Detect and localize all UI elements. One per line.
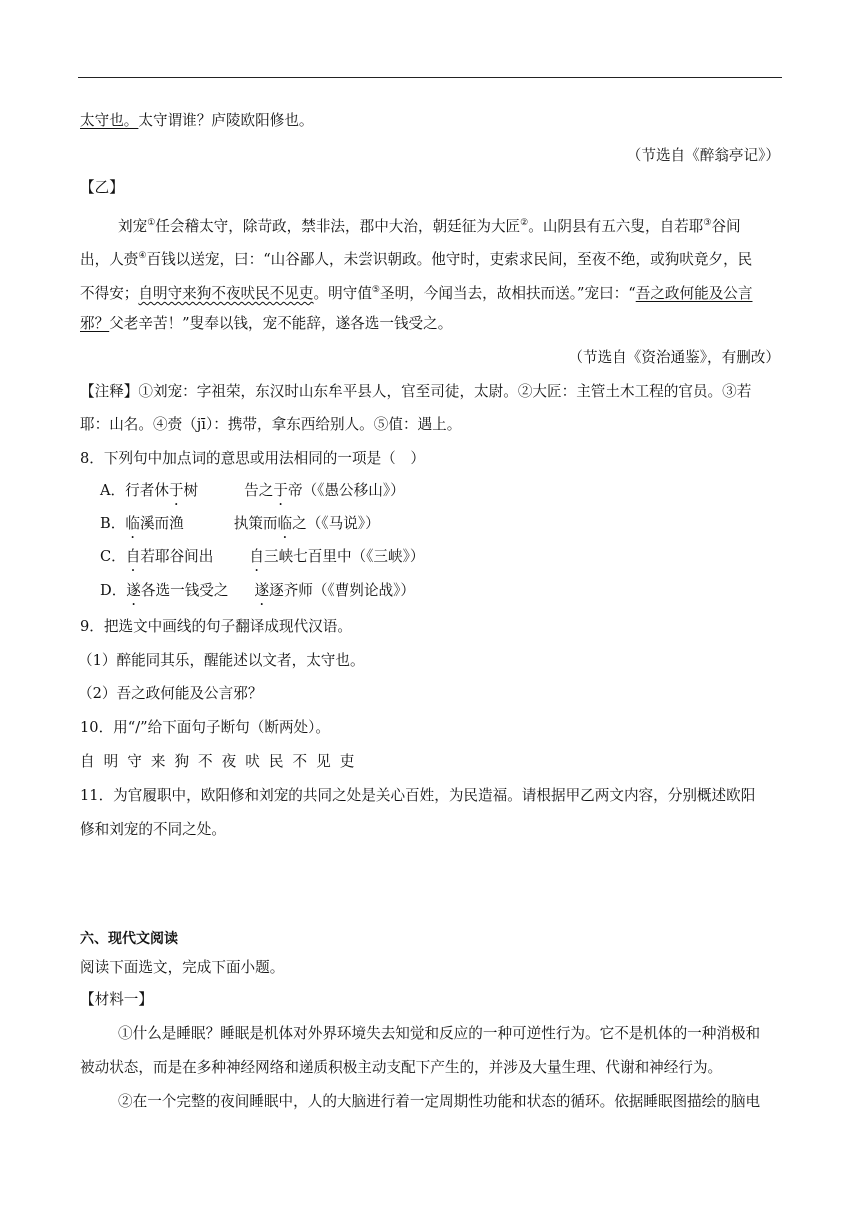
question-11-line-2: 修和刘宠的不同之处。 (80, 821, 226, 838)
text-run: 逐齐师（《曹刿论战》） (269, 582, 416, 599)
text-run: 三峡七百里中（《三峡》） (263, 548, 425, 565)
dotted-word: 临 (277, 515, 293, 532)
sentence-char: 不 (198, 753, 213, 770)
passage-b-line-3 (0, 280, 860, 304)
text-run: 执策而 (233, 515, 278, 532)
sentence-char: 明 (103, 753, 119, 770)
option-label: B． (100, 515, 126, 532)
material-1-label: 【材料一】 (80, 991, 153, 1008)
underlined-sentence-end: 邪？ (80, 315, 110, 332)
footnote-marker: ① (147, 218, 156, 228)
dotted-word: 遂 (254, 582, 270, 599)
option-label: C． (100, 548, 126, 565)
text-run: 任会稽太守，除苛政，禁非法，郡中大治，朝廷征为大匠 (155, 218, 521, 235)
passage-a-text: 太守谓谁？庐陵欧阳修也。 (138, 112, 314, 129)
material-1-paragraph-2-line-1: ②在一个完整的夜间睡眠中，人的大脑进行着一定周期性功能和状态的循环。依据睡眠图描绘的脑电 (118, 1093, 761, 1110)
question-9-stem: 9．把选文中画线的句子翻译成现代汉语。 (80, 618, 352, 635)
dotted-word: 临 (125, 515, 140, 532)
sentence-char: 夜 (221, 753, 237, 770)
footnote-marker: ④ (138, 251, 147, 261)
passage-b-line-4 (0, 314, 860, 334)
text-run: 父老辛苦！”叟奉以钱，宠不能辞，遂各选一钱受之。 (109, 315, 453, 332)
notes-line-1: 【注释】①刘宠：字祖荣，东汉时山东牟平县人，官至司徒，太尉。②大匠：主管土木工程的官员。③若 (80, 383, 752, 400)
text-run: 树 (183, 482, 199, 499)
dotted-word: 于 (168, 482, 184, 499)
sentence-char: 来 (150, 753, 166, 770)
question-11-line-1: 11．为官履职中，欧阳修和刘宠的共同之处是关心百姓，为民造福。请根据甲乙两文内容，分别概述欧阳 (80, 787, 756, 804)
text-run: 圣明，今闻当去，故相扶而送。”宠曰：“ (380, 285, 636, 302)
question-10-sentence[interactable] (0, 752, 860, 772)
question-9-item-1: （1）醉能同其乐，醒能述以文者，太守也。 (78, 652, 365, 669)
underlined-sentence: 吾之政何能及公言 (635, 285, 753, 302)
text-run: 之（《马说》） (292, 515, 380, 532)
option-d[interactable] (0, 581, 860, 601)
footnote-marker: ⑤ (371, 285, 380, 295)
footnote-marker: ② (520, 218, 529, 228)
text-run: 若耶谷间出 (140, 548, 214, 565)
text-run: 。明守值 (313, 285, 372, 302)
section-6-instruction: 阅读下面选文，完成下面小题。 (80, 959, 285, 976)
sentence-char: 见 (316, 753, 331, 770)
question-10-stem: 10．用“/”给下面句子断句（断两处）。 (80, 719, 331, 736)
dotted-word: 自 (125, 548, 141, 565)
dotted-word: 遂 (126, 582, 141, 599)
option-b[interactable] (0, 514, 860, 534)
sentence-char: 自 (80, 753, 95, 770)
option-label: A． (100, 482, 126, 499)
text-run: 。山阴县有五六叟，自若耶 (528, 218, 704, 235)
text-run: 告之 (244, 482, 274, 499)
sentence-char: 守 (127, 753, 142, 770)
header-rule (78, 77, 782, 78)
text-run: 溪而渔 (139, 515, 184, 532)
text-run: 不得安； (80, 285, 139, 302)
passage-b-source: （节选自《资治通鉴》，有删改） (568, 349, 780, 366)
text-run: 谷间 (711, 218, 741, 235)
passage-b-line-1 (0, 213, 860, 237)
sentence-char: 民 (268, 753, 284, 770)
sentence-char: 吏 (339, 753, 355, 770)
notes-line-2: 耶：山名。④赍（jī）：携带，拿东西给别人。⑤值：遇上。 (80, 416, 462, 433)
option-a[interactable] (0, 481, 860, 501)
question-8-stem: 8．下列句中加点词的意思或用法相同的一项是（ ） (80, 450, 425, 467)
material-1-paragraph-1-line-1: ①什么是睡眠？睡眠是机体对外界环境失去知觉和反应的一种可逆性行为。它不是机体的一种消极和 (118, 1025, 761, 1042)
material-1-paragraph-1-line-2: 被动状态，而是在多种神经网络和递质积极主动支配下产生的，并涉及大量生理、代谢和神经行为。 (80, 1059, 723, 1076)
text-run: 各选一钱受之 (140, 582, 229, 599)
text-run: 行者休 (125, 482, 169, 499)
passage-b-line-2 (0, 246, 860, 270)
sentence-char: 狗 (174, 753, 190, 770)
footnote-marker: ③ (703, 218, 712, 228)
underlined-sentence-end: 太守也。 (80, 112, 139, 129)
text-run: 百钱以送宠，曰：“山谷鄙人，未尝识朝政。他守时，吏索求民间，至夜不绝，或狗吠竟夕，民 (146, 251, 753, 268)
wavy-underlined-sentence: 自明守来狗不夜吠民不见吏 (138, 285, 314, 302)
text-run: 刘宠 (118, 218, 148, 235)
sentence-char: 吠 (245, 753, 260, 770)
text-run: 出，人赍 (80, 251, 139, 268)
passage-a-last-line (0, 111, 860, 131)
passage-b-label: 【乙】 (80, 179, 124, 196)
passage-a-source: （节选自《醉翁亭记》） (626, 147, 780, 164)
sentence-char: 不 (292, 753, 308, 770)
option-c[interactable] (0, 547, 860, 567)
question-9-item-2: （2）吾之政何能及公言邪？ (78, 685, 263, 702)
section-6-heading: 六、现代文阅读 (80, 931, 178, 947)
dotted-word: 于 (273, 482, 288, 499)
text-run: 帝（《愚公移山》） (287, 482, 405, 499)
option-label: D． (100, 582, 127, 599)
dotted-word: 自 (249, 548, 264, 565)
